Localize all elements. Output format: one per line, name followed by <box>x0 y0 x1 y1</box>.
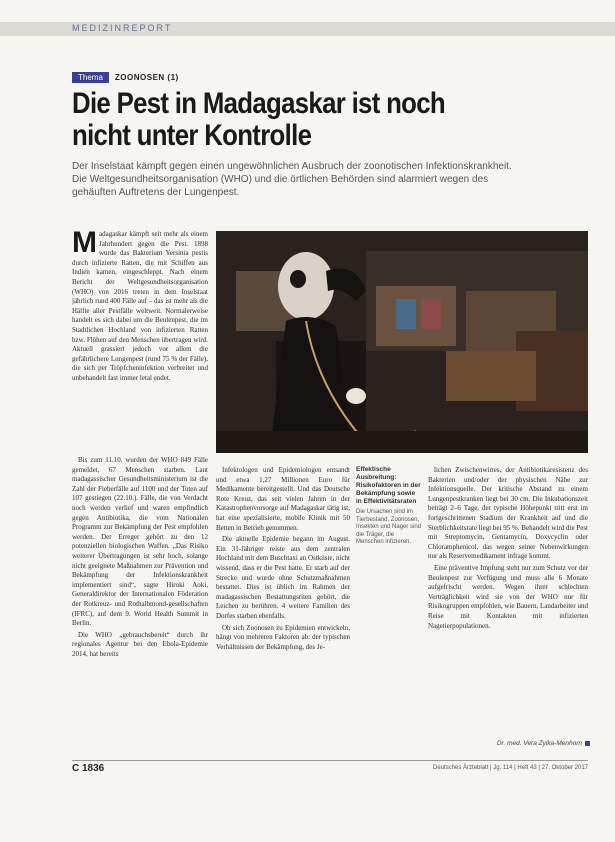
topic-label: ZOONOSEN (1) <box>114 73 179 82</box>
section-label: MEDIZINREPORT <box>72 23 173 33</box>
sidebar-title: Effektische Ausbreitung: Risikofaktoren in der Bekämpfung sowie in Effektivitätsraten <box>356 466 421 505</box>
article-column-1-top <box>72 230 208 452</box>
article-column-2 <box>216 466 350 758</box>
topic-badge: Thema <box>72 72 109 83</box>
article-lead: Der Inselstaat kämpft gegen einen ungewöhnlichen Ausbruch der zoonotischen Infektionskrankheit. Die Weltgesundheitsorganisation (WHO) und die örtlichen Behörden sind alarmiert wegen des gehäuften Auftretens der Lungenpest. <box>72 161 512 198</box>
column-2-paragraph-3: Ob sich Zoonosen zu Epidemien entwickeln, hängt von mehreren Faktoren ab: der typischen Verhältnissen der Bekämpfung, des Je- <box>216 623 350 651</box>
plague-doctor-museum-photo <box>216 231 588 453</box>
footer-divider <box>72 760 588 761</box>
page-number: C 1836 <box>72 763 105 774</box>
column-4-paragraph-2: Eine präventive Impfung steht nur zum Schutz vor der Beulenpest zur Verfügung und muss alle 6 Monate aufgefrischt werden. Wegen ihrer schlechten Verträglichkeit wird sie von der WHO nur für Risikogruppen empfohlen, wie Bauern, Landarbeiter und Reise mit Kontakten mit infizierten Nagetierpopulationen. <box>428 563 588 630</box>
author-name: Dr. med. Vera Zylka-Menhorn <box>496 740 582 747</box>
column-4-paragraph-1: lichen Zwischenwirtes, der Antibiotikaresistenz des Bakterien und/oder der physischen Nähe zur Infektionsquelle. Der kritische Abstand zu einem Lungenpestkranken liegt bei 30 cm. Die Inkubationszeit beträgt 2–6 Tage, der typische Höhepunkt tritt erst im fortgeschrittenen Stadium der Krankheit auf und die Sterblichkeitsrate liegt bei 95 %. Behandelt wird die Pest mit Streptomycin, Gentamycin, Doxycyclin oder Chloramphenicol, das wegen seiner Nebenwirkungen nur als Reservemedikament infrage kommt. <box>428 466 588 561</box>
article-photo <box>216 231 588 453</box>
column-2-paragraph-1: Infektologen und Epidemiologen entsandt und etwa 1,27 Millionen Euro für Medikamente bereitgestellt. Und das Deutsche Rote Kreuz, das seit vielen Jahren in der Katastrophenvorsorge auf Madagaskar tätig ist, hat eine spezialisierte, mobile Klinik mit 50 Betten in Betrieb genommen. <box>216 466 350 532</box>
column-1-paragraph-2: Bis zum 11.10. wurden der WHO 849 Fälle gemeldet, 67 Menschen starben. Laut madagassischer Gesundheitsministerium ist die Zahl der Fieberfälle auf 1100 und der Toten auf 107 gestiegen (22.10.). Fälle, die von Verdacht noch werden verlief und waren empfindlich gegen Antibiotika, die vom Nationalen Programm zur Bekämpfung der Pest empfohlen werden. Der Erreger gehört zu den 12 potenziellen biologischen Waffen. „Das Risiko weiterer Übertragungen ist sehr hoch, solange nicht geeignete Maßnahmen zur Prävention und Bekämpfung der Infektionskrankheit implementiert sind“, sagte Hiroki Aoki, Generaldirektor der Internationalen Föderation der Rotkreuz- und Rothalbmond-gesellschaften (IFRC), auf dem 9. World Health Summit in Berlin. <box>72 456 208 628</box>
publication-info: Deutsches Ärzteblatt | Jg. 114 | Heft 43 | 27. Oktober 2017 <box>433 765 588 771</box>
column-1-paragraph-3: Die WHO „gebrauchsbereit“ durch ihr regionales Agentur bei den Ebola-Epidemie 2014, hat bereits <box>72 630 208 658</box>
sidebar-caption: Die Ursachen sind im Tierbestand, Zoonosen, Insekten und Nager sind die Träger, die Menschen infizieren. <box>356 509 422 545</box>
drop-cap: M <box>72 230 97 259</box>
end-mark-icon <box>585 741 590 746</box>
photo-caption-sidebar <box>356 466 422 606</box>
article-column-4 <box>428 466 588 738</box>
topic-row <box>72 72 179 83</box>
article-column-1-bottom <box>72 456 208 758</box>
column-2-paragraph-2: Die aktuelle Epidemie begann im August. Ein 31-Jähriger reiste aus dem zentralen Hochland mit dem Buschtaxi an Ostküste, nicht wissend, dass er die Pest hatte. Er starb auf der Strecke und wurde ohne Schutzmaßnahmen bestattet. Dies ist üblich im Rahmen der madagassischen Bestattungsriten gehört, die Leichen zu berühren. 4 weitere Familien des Dorfes starben ebenfalls. <box>216 535 350 620</box>
column-1-paragraph-1: adagaskar kämpft seit mehr als einem Jahrhundert gegen die Pest. 1898 wurde das Bakterium Yersinia pestis durch infizierte Ratten, die mit Schiffen aus Indien kamen, eingeschleppt. Nach einem Bericht der Weltgesundheitsorganisation (WHO) von 2016 treten in dem Inselstaat jährlich rund 400 Fälle auf – das ist mehr als die Hälfte aller Pestfälle weltweit. Normalerweise handelt es sich dabei um die Beulenpest, die im Stadtlichen Hochland von infizierten Ratten bzw. Flöhen auf den Menschen übertragen wird. Aktuell grassiert jedoch vor allem die gefährlichere Lungenpest (rund 75 % der Fälle), die sich per Tröpfcheninfektion verbreitet und unbehandelt fast immer letal endet. <box>72 230 208 382</box>
article-headline: Die Pest in Madagaskar ist noch nicht unter Kontrolle <box>72 87 445 152</box>
author-byline <box>470 740 590 747</box>
